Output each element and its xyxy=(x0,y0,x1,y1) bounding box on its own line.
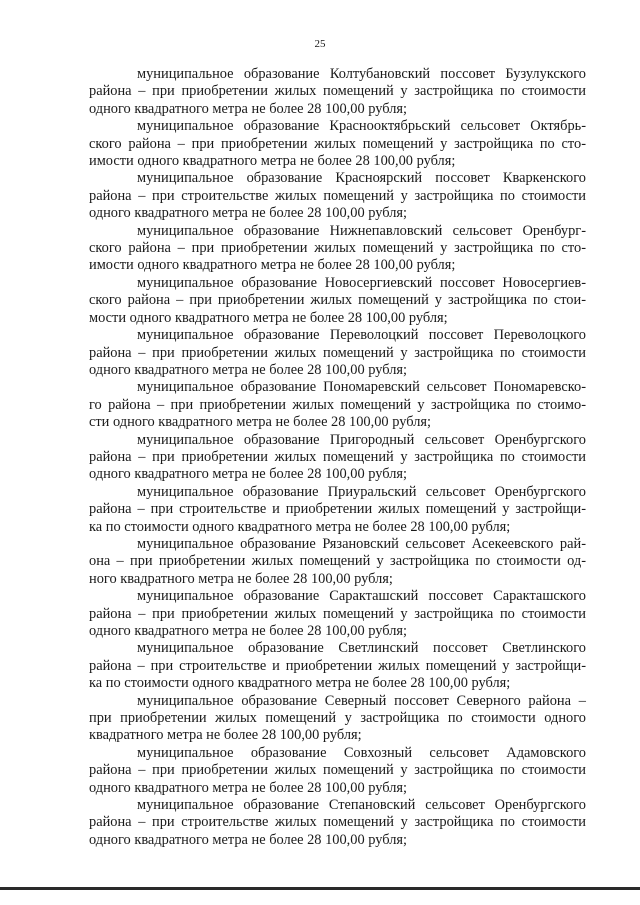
paragraph-line: района – при приобретении жилых помещений у застройщика по стоимости xyxy=(89,448,586,465)
paragraph-line: района – при строительстве жилых помещений у застройщика по стоимости xyxy=(89,187,586,204)
paragraph-entry xyxy=(89,379,586,431)
paragraph-line: муниципальное образование Приуральский сельсовет Оренбургского xyxy=(137,483,586,500)
paragraph-line: района – при приобретении жилых помещений у застройщика по стоимости xyxy=(89,762,586,779)
paragraph-entry xyxy=(89,484,586,536)
paragraph-entry xyxy=(89,745,586,797)
paragraph-line: ного квадратного метра не более 28 100,00 рубля; xyxy=(89,570,393,587)
paragraph-line: муниципальное образование Нижнепавловский сельсовет Оренбург- xyxy=(137,222,586,239)
paragraph-line: муниципальное образование Переволоцкий поссовет Переволоцкого xyxy=(137,327,586,344)
paragraph-line: муниципальное образование Светлинский поссовет Светлинского xyxy=(137,640,586,657)
paragraph-line: района – при приобретении жилых помещений у застройщика по стоимости xyxy=(89,83,586,100)
paragraph-line: муниципальное образование Колтубановский поссовет Бузулукского xyxy=(137,66,586,82)
paragraph-line: муниципальное образование Северный поссовет Северного района – xyxy=(137,692,586,709)
paragraph-line: муниципальное образование Совхозный сельсовет Адамовского xyxy=(137,744,586,761)
paragraph-line: одного квадратного метра не более 28 100,00 рубля; xyxy=(89,361,408,378)
paragraph-line: муниципальное образование Степановский сельсовет Оренбургского xyxy=(137,797,586,814)
paragraph-entry xyxy=(89,223,586,275)
paragraph-line: одного квадратного метра не более 28 100,00 рубля; xyxy=(89,779,408,796)
paragraph-line: муниципальное образование Новосергиевский поссовет Новосергиев- xyxy=(137,274,586,291)
paragraph-line: ка по стоимости одного квадратного метра не более 28 100,00 рубля; xyxy=(89,518,511,535)
paragraph-line: муниципальное образование Краснооктябрьский сельсовет Октябрь- xyxy=(137,118,586,135)
paragraph-entry xyxy=(89,275,586,327)
paragraph-line: муниципальное образование Пригородный сельсовет Оренбургского xyxy=(137,431,586,448)
paragraph-line: ского района – при приобретении жилых помещений у застройщика по сто- xyxy=(89,240,586,257)
paragraph-entry xyxy=(89,327,586,379)
paragraph-line: одного квадратного метра не более 28 100,00 рубля; xyxy=(89,831,408,848)
paragraph-line: района – при строительстве и приобретении жилых помещений у застройщи- xyxy=(89,657,586,674)
paragraph-line: одного квадратного метра не более 28 100,00 рубля; xyxy=(89,466,408,483)
paragraph-line: ского района – при приобретении жилых помещений у застройщика по стои- xyxy=(89,292,586,309)
paragraph-line: при приобретении жилых помещений у застройщика по стоимости одного xyxy=(89,710,586,727)
paragraph-line: одного квадратного метра не более 28 100,00 рубля; xyxy=(89,100,408,117)
paragraph-entry xyxy=(89,797,586,849)
bottom-divider xyxy=(0,887,640,890)
paragraph-line: муниципальное образование Рязановский сельсовет Асекеевского рай- xyxy=(137,535,586,552)
entries-list xyxy=(89,66,586,849)
paragraph-line: имости одного квадратного метра не более 28 100,00 рубля; xyxy=(89,257,456,274)
paragraph-line: ка по стоимости одного квадратного метра не более 28 100,00 рубля; xyxy=(89,675,511,692)
paragraph-line: района – при приобретении жилых помещений у застройщика по стоимости xyxy=(89,605,586,622)
page-number: 25 xyxy=(314,38,326,50)
paragraph-line: она – при приобретении жилых помещений у застройщика по стоимости од- xyxy=(89,553,586,570)
paragraph-line: квадратного метра не более 28 100,00 рубля; xyxy=(89,727,362,744)
paragraph-line: имости одного квадратного метра не более 28 100,00 рубля; xyxy=(89,153,456,170)
paragraph-line: муниципальное образование Саракташский поссовет Саракташского xyxy=(137,588,586,605)
paragraph-line: го района – при приобретении жилых помещений у застройщика по стоимо- xyxy=(89,396,586,413)
paragraph-entry xyxy=(89,588,586,640)
paragraph-line: муниципальное образование Красноярский поссовет Кваркенского xyxy=(137,170,586,187)
paragraph-entry xyxy=(89,432,586,484)
paragraph-entry xyxy=(89,536,586,588)
paragraph-line: района – при приобретении жилых помещений у застройщика по стоимости xyxy=(89,344,586,361)
paragraph-line: мости одного квадратного метра не более 28 100,00 рубля; xyxy=(89,309,448,326)
paragraph-line: одного квадратного метра не более 28 100,00 рубля; xyxy=(89,623,408,639)
paragraph-entry xyxy=(89,693,586,745)
paragraph-entry xyxy=(89,118,586,170)
document-body xyxy=(89,66,586,849)
paragraph-line: района – при строительстве и приобретении жилых помещений у застройщи- xyxy=(89,501,586,518)
paragraph-line: одного квадратного метра не более 28 100,00 рубля; xyxy=(89,205,408,222)
paragraph-entry xyxy=(89,66,586,118)
paragraph-line: ского района – при приобретении жилых помещений у застройщика по сто- xyxy=(89,135,586,152)
paragraph-entry xyxy=(89,640,586,692)
paragraph-entry xyxy=(89,170,586,222)
paragraph-line: района – при строительстве жилых помещений у застройщика по стоимости xyxy=(89,814,586,831)
paragraph-line: муниципальное образование Пономаревский сельсовет Пономаревско- xyxy=(137,379,586,396)
paragraph-line: сти одного квадратного метра не более 28 100,00 рубля; xyxy=(89,414,431,431)
